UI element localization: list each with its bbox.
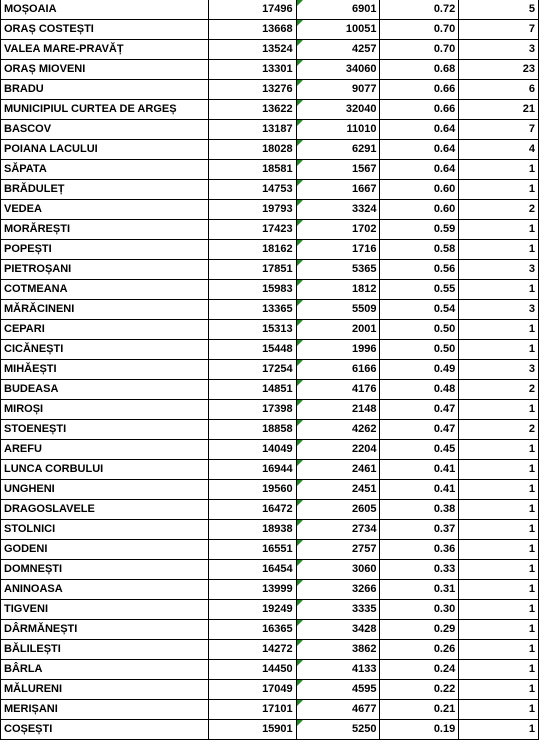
value-b-cell[interactable]: 1702: [296, 220, 380, 240]
table-row: [1, 720, 539, 740]
value-a-cell[interactable]: 13365: [208, 300, 296, 320]
locality-name-cell[interactable]: MUNICIPIUL CURTEA DE ARGEȘ: [1, 100, 209, 120]
table-row: [1, 100, 539, 120]
locality-name-cell[interactable]: POIANA LACULUI: [1, 140, 209, 160]
count-cell[interactable]: 1: [459, 560, 539, 580]
value-a-cell[interactable]: 13276: [208, 80, 296, 100]
value-a-cell[interactable]: 19560: [208, 480, 296, 500]
locality-name-cell[interactable]: CICĂNEȘTI: [1, 340, 209, 360]
value-a-cell[interactable]: 13524: [208, 40, 296, 60]
ratio-cell[interactable]: 0.72: [380, 0, 459, 20]
table-row: [1, 180, 539, 200]
value-a-cell[interactable]: 17398: [208, 400, 296, 420]
count-cell[interactable]: 1: [459, 640, 539, 660]
value-b-cell[interactable]: 6166: [296, 360, 380, 380]
count-cell[interactable]: 1: [459, 660, 539, 680]
ratio-cell[interactable]: 0.70: [380, 40, 459, 60]
value-a-cell[interactable]: 13999: [208, 580, 296, 600]
count-cell[interactable]: 3: [459, 40, 539, 60]
locality-name-cell[interactable]: DOMNEȘTI: [1, 560, 209, 580]
ratio-cell[interactable]: 0.31: [380, 580, 459, 600]
table-row: [1, 540, 539, 560]
value-b-cell[interactable]: 4677: [296, 700, 380, 720]
count-cell[interactable]: 21: [459, 100, 539, 120]
locality-name-cell[interactable]: BRĂDULEȚ: [1, 180, 209, 200]
value-b-cell[interactable]: 4257: [296, 40, 380, 60]
ratio-cell[interactable]: 0.70: [380, 20, 459, 40]
value-a-cell[interactable]: 16551: [208, 540, 296, 560]
table-row: [1, 120, 539, 140]
value-b-cell[interactable]: 3335: [296, 600, 380, 620]
table-row: [1, 380, 539, 400]
locality-name-cell[interactable]: MORĂREȘTI: [1, 220, 209, 240]
value-b-cell[interactable]: 34060: [296, 60, 380, 80]
count-cell[interactable]: 2: [459, 420, 539, 440]
count-cell[interactable]: 1: [459, 680, 539, 700]
value-b-cell[interactable]: 2001: [296, 320, 380, 340]
locality-name-cell[interactable]: VALEA MARE-PRAVĂȚ: [1, 40, 209, 60]
ratio-cell[interactable]: 0.24: [380, 660, 459, 680]
value-a-cell[interactable]: 16944: [208, 460, 296, 480]
value-a-cell[interactable]: 16365: [208, 620, 296, 640]
locality-name-cell[interactable]: BASCOV: [1, 120, 209, 140]
table-row: [1, 560, 539, 580]
value-a-cell[interactable]: 13668: [208, 20, 296, 40]
value-a-cell[interactable]: 18028: [208, 140, 296, 160]
count-cell[interactable]: 2: [459, 380, 539, 400]
locality-name-cell[interactable]: MOȘOAIA: [1, 0, 209, 20]
value-b-cell[interactable]: 3266: [296, 580, 380, 600]
ratio-cell[interactable]: 0.21: [380, 700, 459, 720]
ratio-cell[interactable]: 0.22: [380, 680, 459, 700]
count-cell[interactable]: 1: [459, 280, 539, 300]
count-cell[interactable]: 1: [459, 580, 539, 600]
count-cell[interactable]: 1: [459, 500, 539, 520]
locality-name-cell[interactable]: AREFU: [1, 440, 209, 460]
value-b-cell[interactable]: 6901: [296, 0, 380, 20]
locality-name-cell[interactable]: BĂLILEȘTI: [1, 640, 209, 660]
value-b-cell[interactable]: 3862: [296, 640, 380, 660]
locality-name-cell[interactable]: COȘEȘTI: [1, 720, 209, 740]
value-b-cell[interactable]: 2204: [296, 440, 380, 460]
ratio-cell[interactable]: 0.59: [380, 220, 459, 240]
locality-name-cell[interactable]: MĂRĂCINENI: [1, 300, 209, 320]
count-cell[interactable]: 1: [459, 480, 539, 500]
locality-name-cell[interactable]: VEDEA: [1, 200, 209, 220]
locality-name-cell[interactable]: MIHĂEȘTI: [1, 360, 209, 380]
value-b-cell[interactable]: 4133: [296, 660, 380, 680]
table-row: [1, 640, 539, 660]
table-row: [1, 300, 539, 320]
count-cell[interactable]: 3: [459, 260, 539, 280]
value-b-cell[interactable]: 3060: [296, 560, 380, 580]
count-cell[interactable]: 1: [459, 600, 539, 620]
value-a-cell[interactable]: 15313: [208, 320, 296, 340]
count-cell[interactable]: 1: [459, 400, 539, 420]
value-b-cell[interactable]: 2757: [296, 540, 380, 560]
ratio-cell[interactable]: 0.19: [380, 720, 459, 740]
ratio-cell[interactable]: 0.64: [380, 160, 459, 180]
locality-name-cell[interactable]: ORAȘ MIOVENI: [1, 60, 209, 80]
value-b-cell[interactable]: 1667: [296, 180, 380, 200]
count-cell[interactable]: 1: [459, 440, 539, 460]
ratio-cell[interactable]: 0.50: [380, 320, 459, 340]
value-a-cell[interactable]: 15901: [208, 720, 296, 740]
value-b-cell[interactable]: 1812: [296, 280, 380, 300]
value-a-cell[interactable]: 17851: [208, 260, 296, 280]
table-row: [1, 660, 539, 680]
value-a-cell[interactable]: 19793: [208, 200, 296, 220]
value-b-cell[interactable]: 5250: [296, 720, 380, 740]
value-a-cell[interactable]: 13187: [208, 120, 296, 140]
spreadsheet-body: [1, 0, 539, 740]
locality-name-cell[interactable]: BUDEASA: [1, 380, 209, 400]
count-cell[interactable]: 2: [459, 200, 539, 220]
table-row: [1, 400, 539, 420]
value-b-cell[interactable]: 2451: [296, 480, 380, 500]
locality-name-cell[interactable]: TIGVENI: [1, 600, 209, 620]
table-row: [1, 280, 539, 300]
table-row: [1, 580, 539, 600]
table-row: [1, 40, 539, 60]
count-cell[interactable]: 3: [459, 300, 539, 320]
ratio-cell[interactable]: 0.29: [380, 620, 459, 640]
value-a-cell[interactable]: 13622: [208, 100, 296, 120]
locality-name-cell[interactable]: MĂLURENI: [1, 680, 209, 700]
value-a-cell[interactable]: 15983: [208, 280, 296, 300]
value-a-cell[interactable]: 17049: [208, 680, 296, 700]
locality-name-cell[interactable]: STOENEȘTI: [1, 420, 209, 440]
value-a-cell[interactable]: 19249: [208, 600, 296, 620]
ratio-cell[interactable]: 0.33: [380, 560, 459, 580]
count-cell[interactable]: 1: [459, 520, 539, 540]
ratio-cell[interactable]: 0.36: [380, 540, 459, 560]
table-row: [1, 140, 539, 160]
count-cell[interactable]: 1: [459, 620, 539, 640]
ratio-cell[interactable]: 0.64: [380, 140, 459, 160]
value-a-cell[interactable]: 14272: [208, 640, 296, 660]
table-row: [1, 680, 539, 700]
ratio-cell[interactable]: 0.64: [380, 120, 459, 140]
value-b-cell[interactable]: 3324: [296, 200, 380, 220]
locality-name-cell[interactable]: GODENI: [1, 540, 209, 560]
ratio-cell[interactable]: 0.68: [380, 60, 459, 80]
count-cell[interactable]: 1: [459, 180, 539, 200]
ratio-cell[interactable]: 0.41: [380, 460, 459, 480]
locality-name-cell[interactable]: LUNCA CORBULUI: [1, 460, 209, 480]
count-cell[interactable]: 1: [459, 720, 539, 740]
value-b-cell[interactable]: 4176: [296, 380, 380, 400]
value-b-cell[interactable]: 11010: [296, 120, 380, 140]
value-b-cell[interactable]: 4262: [296, 420, 380, 440]
table-row: [1, 620, 539, 640]
value-b-cell[interactable]: 32040: [296, 100, 380, 120]
locality-name-cell[interactable]: CEPARI: [1, 320, 209, 340]
locality-name-cell[interactable]: BRADU: [1, 80, 209, 100]
value-b-cell[interactable]: 5509: [296, 300, 380, 320]
value-b-cell[interactable]: 5365: [296, 260, 380, 280]
count-cell[interactable]: 5: [459, 0, 539, 20]
count-cell[interactable]: 1: [459, 160, 539, 180]
ratio-cell[interactable]: 0.60: [380, 200, 459, 220]
ratio-cell[interactable]: 0.50: [380, 340, 459, 360]
locality-name-cell[interactable]: ORAȘ COSTEȘTI: [1, 20, 209, 40]
count-cell[interactable]: 6: [459, 80, 539, 100]
table-row: [1, 220, 539, 240]
ratio-cell[interactable]: 0.47: [380, 420, 459, 440]
value-a-cell[interactable]: 15448: [208, 340, 296, 360]
table-row: [1, 160, 539, 180]
table-row: [1, 200, 539, 220]
ratio-cell[interactable]: 0.66: [380, 80, 459, 100]
table-row: [1, 60, 539, 80]
value-a-cell[interactable]: 18858: [208, 420, 296, 440]
count-cell[interactable]: 7: [459, 120, 539, 140]
locality-name-cell[interactable]: BÂRLA: [1, 660, 209, 680]
value-a-cell[interactable]: 16472: [208, 500, 296, 520]
value-a-cell[interactable]: 18581: [208, 160, 296, 180]
ratio-cell[interactable]: 0.55: [380, 280, 459, 300]
count-cell[interactable]: 1: [459, 220, 539, 240]
count-cell[interactable]: 1: [459, 340, 539, 360]
ratio-cell[interactable]: 0.37: [380, 520, 459, 540]
ratio-cell[interactable]: 0.66: [380, 100, 459, 120]
locality-name-cell[interactable]: MERIȘANI: [1, 700, 209, 720]
count-cell[interactable]: 1: [459, 460, 539, 480]
value-b-cell[interactable]: 10051: [296, 20, 380, 40]
locality-name-cell[interactable]: MIROȘI: [1, 400, 209, 420]
ratio-cell[interactable]: 0.49: [380, 360, 459, 380]
value-a-cell[interactable]: 13301: [208, 60, 296, 80]
ratio-cell[interactable]: 0.30: [380, 600, 459, 620]
value-a-cell[interactable]: 14851: [208, 380, 296, 400]
value-b-cell[interactable]: 1716: [296, 240, 380, 260]
locality-name-cell[interactable]: POPEȘTI: [1, 240, 209, 260]
table-row: [1, 360, 539, 380]
locality-name-cell[interactable]: PIETROȘANI: [1, 260, 209, 280]
table-row: [1, 600, 539, 620]
table-row: [1, 700, 539, 720]
count-cell[interactable]: 23: [459, 60, 539, 80]
count-cell[interactable]: 1: [459, 240, 539, 260]
value-b-cell[interactable]: 4595: [296, 680, 380, 700]
value-b-cell[interactable]: 1996: [296, 340, 380, 360]
table-row: [1, 20, 539, 40]
ratio-cell[interactable]: 0.26: [380, 640, 459, 660]
count-cell[interactable]: 1: [459, 700, 539, 720]
ratio-cell[interactable]: 0.48: [380, 380, 459, 400]
value-a-cell[interactable]: 17496: [208, 0, 296, 20]
count-cell[interactable]: 4: [459, 140, 539, 160]
value-b-cell[interactable]: 2734: [296, 520, 380, 540]
value-b-cell[interactable]: 2148: [296, 400, 380, 420]
locality-name-cell[interactable]: SĂPATA: [1, 160, 209, 180]
value-a-cell[interactable]: 18938: [208, 520, 296, 540]
ratio-cell[interactable]: 0.47: [380, 400, 459, 420]
table-row: [1, 240, 539, 260]
locality-name-cell[interactable]: DÂRMĂNEȘTI: [1, 620, 209, 640]
ratio-cell[interactable]: 0.58: [380, 240, 459, 260]
ratio-cell[interactable]: 0.45: [380, 440, 459, 460]
ratio-cell[interactable]: 0.56: [380, 260, 459, 280]
table-row: [1, 440, 539, 460]
value-a-cell[interactable]: 16454: [208, 560, 296, 580]
table-row: [1, 420, 539, 440]
locality-name-cell[interactable]: DRAGOSLAVELE: [1, 500, 209, 520]
ratio-cell[interactable]: 0.41: [380, 480, 459, 500]
locality-name-cell[interactable]: COTMEANA: [1, 280, 209, 300]
value-a-cell[interactable]: 14753: [208, 180, 296, 200]
table-row: [1, 320, 539, 340]
value-a-cell[interactable]: 14450: [208, 660, 296, 680]
value-b-cell[interactable]: 1567: [296, 160, 380, 180]
ratio-cell[interactable]: 0.60: [380, 180, 459, 200]
table-row: [1, 520, 539, 540]
count-cell[interactable]: 3: [459, 360, 539, 380]
table-row: [1, 480, 539, 500]
value-a-cell[interactable]: 18162: [208, 240, 296, 260]
locality-name-cell[interactable]: STOLNICI: [1, 520, 209, 540]
value-a-cell[interactable]: 17423: [208, 220, 296, 240]
locality-name-cell[interactable]: ANINOASA: [1, 580, 209, 600]
value-a-cell[interactable]: 17101: [208, 700, 296, 720]
value-a-cell[interactable]: 17254: [208, 360, 296, 380]
value-b-cell[interactable]: 3428: [296, 620, 380, 640]
ratio-cell[interactable]: 0.38: [380, 500, 459, 520]
table-row: [1, 500, 539, 520]
count-cell[interactable]: 1: [459, 540, 539, 560]
count-cell[interactable]: 1: [459, 320, 539, 340]
locality-name-cell[interactable]: UNGHENI: [1, 480, 209, 500]
table-row: [1, 460, 539, 480]
count-cell[interactable]: 7: [459, 20, 539, 40]
table-row: [1, 80, 539, 100]
table-row: [1, 0, 539, 20]
value-a-cell[interactable]: 14049: [208, 440, 296, 460]
value-b-cell[interactable]: 2461: [296, 460, 380, 480]
ratio-cell[interactable]: 0.54: [380, 300, 459, 320]
value-b-cell[interactable]: 6291: [296, 140, 380, 160]
value-b-cell[interactable]: 9077: [296, 80, 380, 100]
table-row: [1, 340, 539, 360]
value-b-cell[interactable]: 2605: [296, 500, 380, 520]
table-row: [1, 260, 539, 280]
